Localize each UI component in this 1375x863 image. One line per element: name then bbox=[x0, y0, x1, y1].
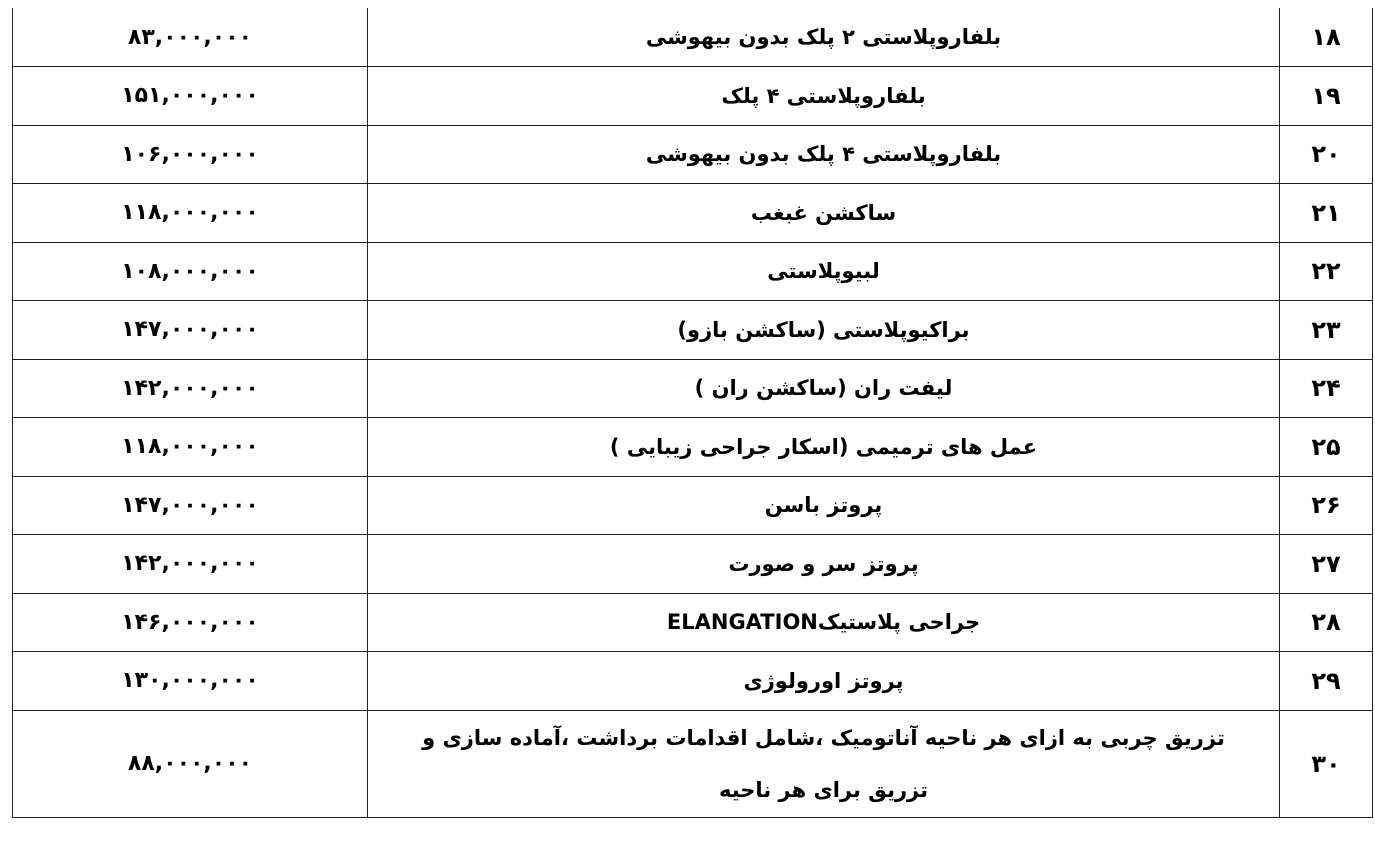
row-number-cell: ۲۲ bbox=[1280, 242, 1373, 301]
description-cell: بلفاروپلاستی ۴ پلک بدون بیهوشی bbox=[368, 125, 1280, 184]
description-cell: براکیوپلاستی (ساکشن بازو) bbox=[368, 301, 1280, 360]
table-row bbox=[13, 535, 1373, 594]
row-number-cell: ۳۰ bbox=[1280, 710, 1373, 817]
table-row bbox=[13, 184, 1373, 243]
table-row bbox=[13, 67, 1373, 126]
price-cell: ۱۵۱,۰۰۰,۰۰۰ bbox=[13, 67, 368, 126]
price-cell: ۱۱۸,۰۰۰,۰۰۰ bbox=[13, 418, 368, 477]
price-cell: ۸۳,۰۰۰,۰۰۰ bbox=[13, 8, 368, 67]
price-cell: ۱۱۸,۰۰۰,۰۰۰ bbox=[13, 184, 368, 243]
table-row bbox=[13, 301, 1373, 360]
price-cell: ۸۸,۰۰۰,۰۰۰ bbox=[13, 710, 368, 817]
description-cell: پروتز باسن bbox=[368, 476, 1280, 535]
price-cell: ۱۳۰,۰۰۰,۰۰۰ bbox=[13, 652, 368, 711]
table-row bbox=[13, 242, 1373, 301]
table-row bbox=[13, 710, 1373, 817]
table-row bbox=[13, 652, 1373, 711]
row-number-cell: ۲۱ bbox=[1280, 184, 1373, 243]
description-cell: لبیوپلاستی bbox=[368, 242, 1280, 301]
price-cell: ۱۴۷,۰۰۰,۰۰۰ bbox=[13, 301, 368, 360]
table-row bbox=[13, 418, 1373, 477]
row-number-cell: ۲۹ bbox=[1280, 652, 1373, 711]
description-line: تزریق برای هر ناحیه bbox=[718, 777, 928, 802]
price-cell: ۱۴۲,۰۰۰,۰۰۰ bbox=[13, 535, 368, 594]
row-number-cell: ۲۴ bbox=[1280, 359, 1373, 418]
price-cell: ۱۴۲,۰۰۰,۰۰۰ bbox=[13, 359, 368, 418]
row-number-cell: ۲۳ bbox=[1280, 301, 1373, 360]
description-cell: عمل های ترمیمی (اسکار جراحی زیبایی ) bbox=[368, 418, 1280, 477]
description-cell: پروتز اورولوژی bbox=[368, 652, 1280, 711]
price-table bbox=[12, 8, 1373, 818]
description-cell: لیفت ران (ساکشن ران ) bbox=[368, 359, 1280, 418]
description-cell: جراحی پلاستیکELANGATION bbox=[368, 593, 1280, 652]
price-cell: ۱۰۸,۰۰۰,۰۰۰ bbox=[13, 242, 368, 301]
table-row bbox=[13, 476, 1373, 535]
description-cell bbox=[368, 710, 1280, 817]
table-row bbox=[13, 8, 1373, 67]
row-number-cell: ۲۰ bbox=[1280, 125, 1373, 184]
price-cell: ۱۴۶,۰۰۰,۰۰۰ bbox=[13, 593, 368, 652]
row-number-cell: ۲۶ bbox=[1280, 476, 1373, 535]
description-cell: بلفاروپلاستی ۴ پلک bbox=[368, 67, 1280, 126]
price-cell: ۱۴۷,۰۰۰,۰۰۰ bbox=[13, 476, 368, 535]
row-number-cell: ۱۸ bbox=[1280, 8, 1373, 67]
table-row bbox=[13, 125, 1373, 184]
price-cell: ۱۰۶,۰۰۰,۰۰۰ bbox=[13, 125, 368, 184]
row-number-cell: ۱۹ bbox=[1280, 67, 1373, 126]
table-row bbox=[13, 593, 1373, 652]
row-number-cell: ۲۷ bbox=[1280, 535, 1373, 594]
row-number-cell: ۲۵ bbox=[1280, 418, 1373, 477]
description-line: تزریق چربی به ازای هر ناحیه آناتومیک ،شامل اقدامات برداشت ،آماده سازی و bbox=[422, 725, 1225, 750]
description-cell: بلفاروپلاستی ۲ پلک بدون بیهوشی bbox=[368, 8, 1280, 67]
description-cell: ساکشن غبغب bbox=[368, 184, 1280, 243]
description-cell: پروتز سر و صورت bbox=[368, 535, 1280, 594]
row-number-cell: ۲۸ bbox=[1280, 593, 1373, 652]
table-row bbox=[13, 359, 1373, 418]
